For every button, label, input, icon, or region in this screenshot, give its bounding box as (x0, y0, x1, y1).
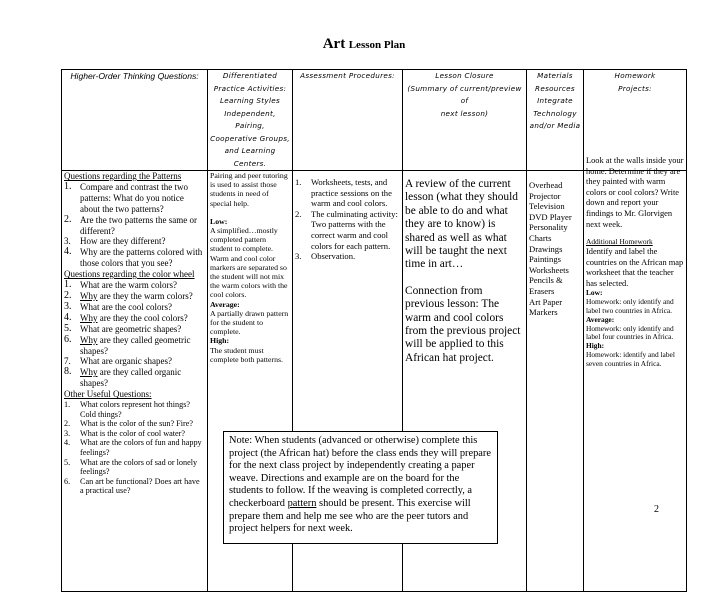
list-item: 2. What is the color of the sun? Fire? (64, 419, 193, 429)
homework-cell (584, 156, 687, 592)
list-item: 6. Why are they called geometric shapes? (64, 333, 191, 356)
list-item: 1. Compare and contrast the two patterns: What do you notice about the two patterns? (64, 180, 188, 214)
hw-average-label: Average: (586, 314, 615, 324)
title-main: Art (322, 36, 346, 52)
hw-high-label: High: (586, 341, 605, 351)
header-thinking-questions: Higher-Order Thinking Questions: (62, 70, 208, 171)
practice-intro: Pairing and peer tutoring is used to assist those students in need of special help. (210, 171, 288, 208)
additional-homework-heading: Additional Homework (586, 237, 653, 247)
list-item: 2. The culminating activity: Two patterns with the correct warm and cool colors for each pattern. (295, 208, 398, 251)
list-item: 7. What are organic shapes? (64, 356, 173, 367)
questions-cell (62, 171, 208, 592)
low-text: A simplified…mostly completed pattern student to complete. Warm and cool color markers are separated so the student will not mix the warm colors with the cool colors. (210, 226, 288, 300)
header-materials: Materials Resources Integrate Technology and/or Media (527, 70, 584, 171)
low-label: Low: (210, 216, 228, 226)
list-item: 2. Are the two patterns the same or different? (64, 213, 197, 236)
hw-average-text: Homework: only identify and label four countries in Africa. (586, 323, 674, 342)
color-list (64, 280, 205, 389)
average-label: Average: (210, 299, 240, 309)
homework-main: Look at the walls inside your home. Determine if they are they painted with warm colors or cool colors? Write down and report your findings to Mr. Glorvigen next week. (586, 156, 684, 229)
list-item: Television (529, 201, 565, 212)
list-item: 1. Worksheets, tests, and practice sessions on the warm and cool colors. (295, 177, 392, 209)
list-item: 4. Why are the patterns colored with those colors that you see? (64, 246, 203, 269)
list-item: Paintings (529, 254, 561, 265)
materials-cell (527, 171, 584, 592)
title-sub: Lesson Plan (348, 39, 406, 51)
list-item: 4. What are the colors of fun and happy feelings? (64, 438, 202, 457)
list-item: Personality Charts (529, 222, 568, 243)
header-lesson-closure: Lesson Closure (Summary of current/preview of next lesson) (403, 70, 527, 171)
other-questions-heading: Other Useful Questions: (64, 389, 152, 400)
high-label: High: (210, 336, 230, 346)
page-title (0, 36, 728, 53)
list-item: 3. Observation. (295, 251, 356, 262)
list-item: Pencils & Erasers (529, 275, 563, 296)
list-item: 3. What is the color of cool water? (64, 428, 186, 438)
list-item: 8. Why are they called organic shapes? (64, 366, 182, 389)
list-item: 5. What are geometric shapes? (64, 322, 182, 334)
high-text: The student must complete both patterns. (210, 345, 283, 364)
header-homework: Homework Projects: (584, 70, 687, 171)
list-item: Overhead Projector (529, 180, 563, 201)
list-item: Worksheets (529, 264, 569, 275)
list-item: Art Paper (529, 296, 563, 307)
average-text: A partially drawn pattern for the student to complete. (210, 308, 289, 337)
list-item: Markers (529, 307, 558, 318)
list-item: 3. What are the cool colors? (64, 300, 172, 312)
closure-review: A review of the current lesson (what they should be able to do and what they are to know) is shared as well as what will be taught the next time in art… (405, 178, 518, 271)
list-item: 6. Can art be functional? Does art have a practical use? (64, 476, 200, 496)
other-list (64, 400, 205, 496)
list-item: 5. What are the colors of sad or lonely feelings? (64, 457, 198, 477)
list-item: DVD Player (529, 211, 572, 222)
closure-connection: Connection from previous lesson: The warm and cool colors from the previous project will be applied to this African hat project. (405, 284, 521, 364)
additional-homework-text: Identify and label the countries on the African map worksheet that the teacher has selected. (586, 246, 684, 288)
header-practice-activities: Differentiated Practice Activities: Learning Styles Independent, Pairing, Cooperative Groups, and Learning Centers. (208, 70, 293, 171)
list-item: 4. Why are they the cool colors? (64, 311, 188, 323)
page-number: 2 (654, 504, 659, 515)
list-item: 1. What are the warm colors? (64, 279, 177, 291)
list-item: 3. How are they different? (64, 236, 166, 247)
hw-low-text: Homework: only identify and label two countries in Africa. (586, 297, 674, 315)
patterns-list (64, 182, 205, 269)
patterns-heading: Questions regarding the Patterns (64, 171, 182, 181)
list-item: Drawings (529, 243, 563, 254)
list-item: 2. Why are they the warm colors? (64, 289, 193, 301)
list-item: 1. What colors represent hot things? Cold things? (64, 400, 191, 419)
color-wheel-heading: Questions regarding the color wheel (64, 269, 195, 280)
header-assessment: Assessment Procedures: (293, 70, 403, 171)
hw-low-label: Low: (586, 288, 603, 298)
note-box: Note: When students (advanced or otherwise) complete this project (the African hat) before the class ends they will prepare for the next class project by independently creating a paper weave. Directions and example are on the board for the students to follow. If the weaving is completed correctly, a checkerboard pattern should be present. This exercise will prepare them and help me see who are the peer tutors and project helpers for next week. (223, 431, 498, 544)
hw-high-text: Homework: identify and label seven countries in Africa. (586, 349, 675, 368)
